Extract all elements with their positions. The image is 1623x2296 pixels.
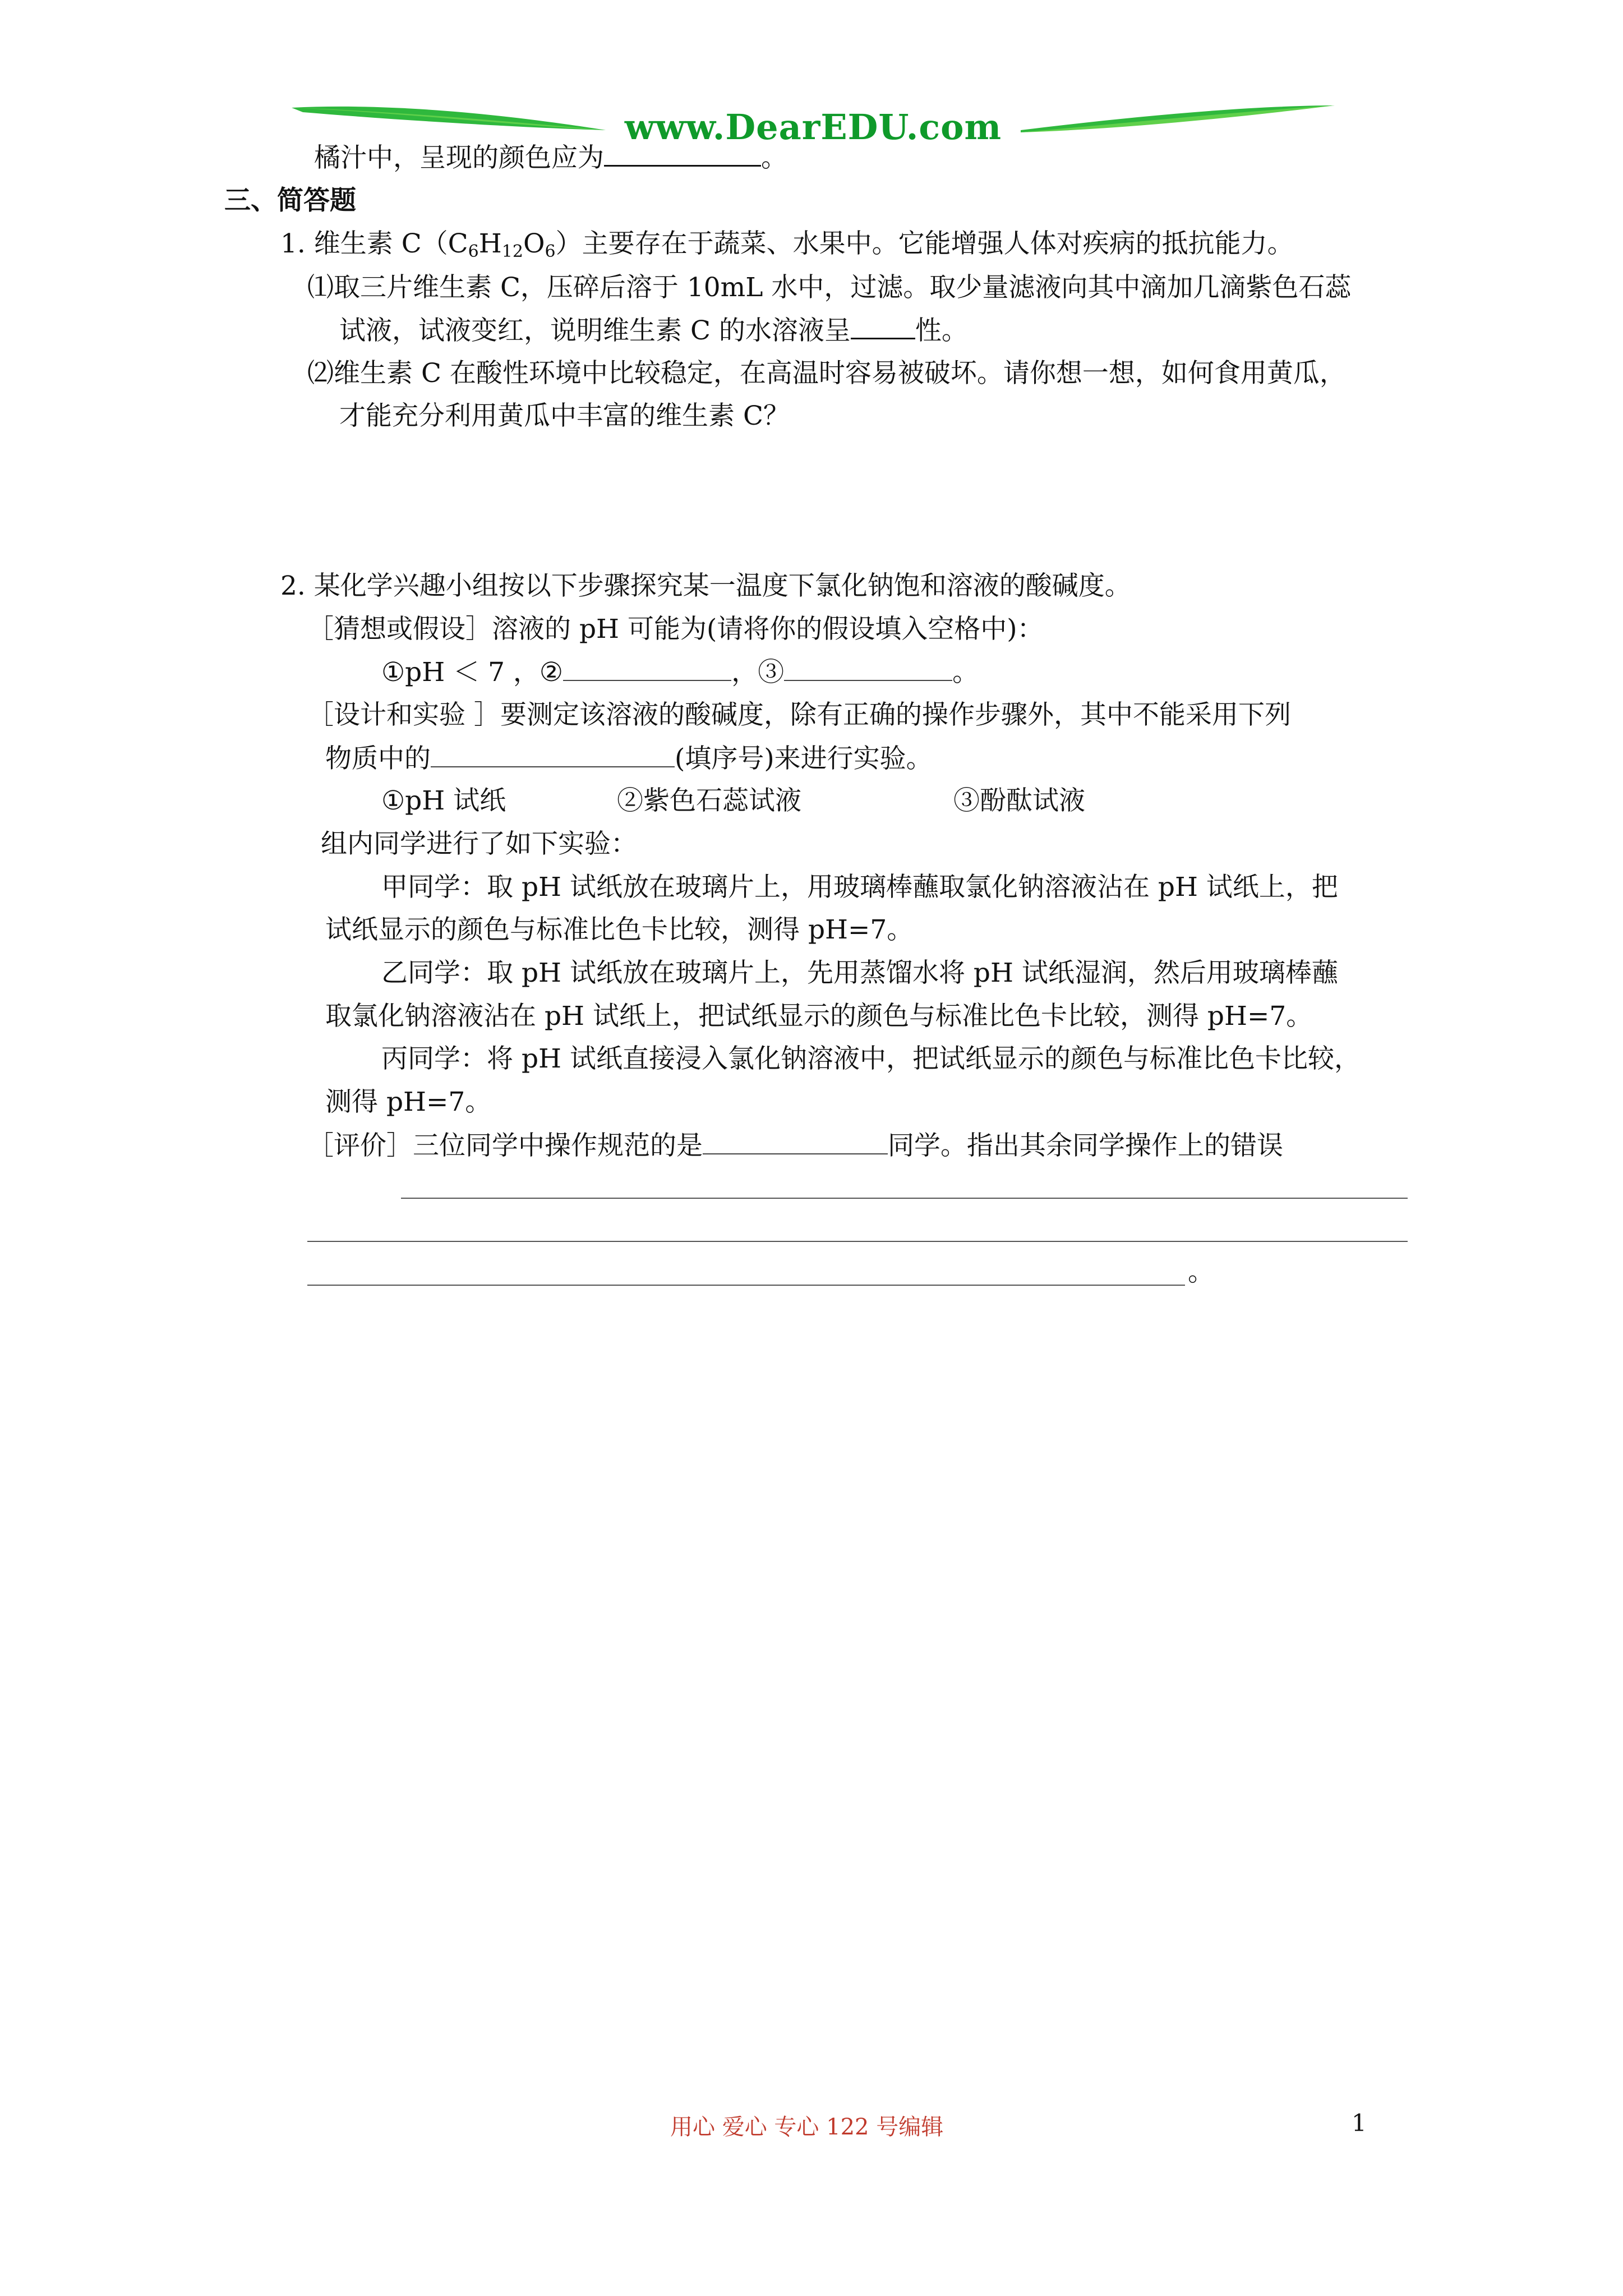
q2-jia-line1: 甲同学：取 pH 试纸放在玻璃片上，用玻璃棒蘸取氯化钠溶液沾在 pH 试纸上，把 — [381, 872, 1338, 903]
q2-options-c: 。 — [952, 657, 979, 688]
section-title: 三、简答题 — [224, 185, 356, 216]
answer-blank[interactable] — [563, 655, 731, 681]
q1-part1-line1: ⑴取三片维生素 C，压碎后溶于 10mL 水中，过滤。取少量滤液向其中滴加几滴紫色石蕊 — [307, 272, 1352, 303]
q1-sub1: 6 — [468, 242, 479, 261]
q2-design-line2 — [325, 742, 933, 776]
q2-options-a: ①pH ＜ 7 ，② — [381, 657, 564, 688]
q1-stem-a: 1. 维生素 C（C — [280, 228, 468, 259]
q2-yi-line1: 乙同学：取 pH 试纸放在玻璃片上，先用蒸馏水将 pH 试纸湿润，然后用玻璃棒蘸 — [381, 958, 1338, 988]
answer-blank[interactable] — [703, 1129, 888, 1154]
q1-part2-line1: ⑵维生素 C 在酸性环境中比较稳定，在高温时容易被破坏。请你想一想，如何食用黄瓜， — [307, 358, 1346, 389]
q1-stem — [280, 227, 1294, 261]
q2-jia-line2: 试纸显示的颜色与标准比色卡比较，测得 pH=7。 — [325, 914, 914, 945]
q2-reagent-1: ①pH 试纸 — [381, 785, 506, 816]
q1-sub2: 12 — [501, 242, 523, 261]
q2-yi-line2: 取氯化钠溶液沾在 pH 试纸上，把试纸显示的颜色与标准比色卡比较，测得 pH=7。 — [325, 1001, 1313, 1032]
q1-part1-line2-b: 性。 — [915, 315, 968, 346]
q2-group-intro: 组内同学进行了如下实验： — [321, 829, 637, 859]
q1-part1-line2 — [339, 313, 968, 348]
q2-bing-line2: 测得 pH=7。 — [325, 1087, 492, 1117]
q2-reagent-3: ③酚酞试液 — [953, 785, 1085, 816]
q2-bing-line1: 丙同学：将 pH 试纸直接浸入氯化钠溶液中，把试纸显示的颜色与标准比色卡比较， — [381, 1043, 1361, 1074]
q1-stem-b: ）主要存在于蔬菜、水果中。它能增强人体对疾病的抵抗能力。 — [555, 228, 1294, 259]
site-logo[interactable]: www.DearEDU.com — [606, 102, 1021, 153]
page-number: 1 — [1352, 2109, 1367, 2137]
q2-eval-b: 同学。指出其余同学操作上的错误 — [888, 1130, 1283, 1161]
q2-stem: 2. 某化学兴趣小组按以下步骤探究某一温度下氯化钠饱和溶液的酸碱度。 — [280, 570, 1131, 601]
q2-options — [381, 655, 979, 689]
q2-reagent-2: ②紫色石蕊试液 — [617, 785, 801, 816]
q2-hypothesis: ［猜想或假设］溶液的 pH 可能为(请将你的假设填入空格中)： — [307, 614, 1044, 645]
answer-line[interactable] — [401, 1198, 1408, 1199]
answer-line[interactable] — [307, 1285, 1185, 1286]
answer-blank[interactable] — [604, 140, 761, 167]
q1-sub3: 6 — [545, 242, 556, 261]
continuation-line — [314, 140, 787, 175]
q1-mid2: O — [523, 228, 545, 259]
answer-blank[interactable] — [784, 655, 952, 681]
continuation-text: 橘汁中，呈现的颜色应为 — [314, 142, 604, 173]
q2-evaluation — [307, 1129, 1283, 1163]
answer-blank[interactable] — [431, 742, 675, 767]
q2-design-line1: ［设计和实验 ］要测定该溶液的酸碱度，除有正确的操作步骤外，其中不能采用下列 — [307, 700, 1291, 730]
q1-part2-line2: 才能充分利用黄瓜中丰富的维生素 C？ — [339, 401, 790, 431]
answer-line[interactable] — [307, 1241, 1408, 1242]
answer-end-mark: 。 — [1188, 1257, 1214, 1287]
q2-options-b: ，③ — [731, 657, 785, 688]
q1-mid1: H — [478, 228, 502, 259]
q2-design-line2-a: 物质中的 — [325, 743, 431, 774]
q1-part1-line2-a: 试液，试液变红，说明维生素 C 的水溶液呈 — [339, 315, 851, 346]
q2-design-line2-b: (填序号)来进行实验。 — [675, 743, 933, 774]
continuation-end: 。 — [761, 142, 787, 173]
q2-eval-a: ［评价］三位同学中操作规范的是 — [307, 1130, 703, 1161]
answer-blank[interactable] — [851, 313, 915, 339]
footer-text: 用心 爱心 专心 122 号编辑 — [670, 2114, 944, 2140]
